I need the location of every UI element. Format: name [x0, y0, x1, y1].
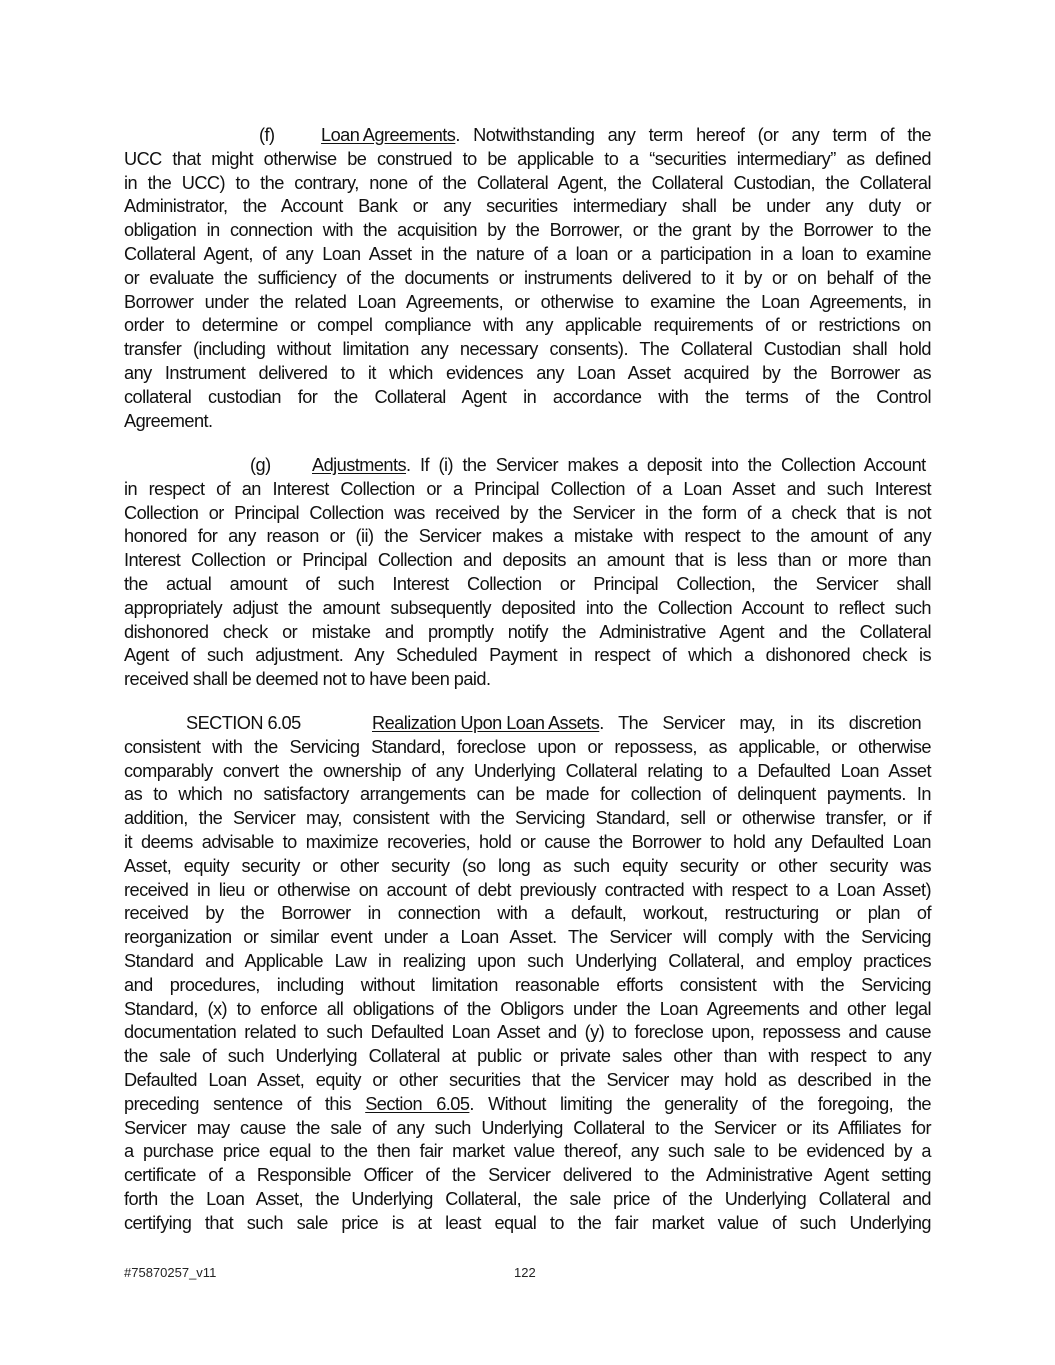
text-line-content: received shall be deemed not to have been paid. [124, 669, 491, 690]
text-line-content: reorganization or similar event under a Loan Asset. The Servicer will comply with the Servicing [124, 927, 931, 948]
text-line [124, 1140, 931, 1164]
text-line [124, 974, 931, 998]
text-line-content: and procedures, including without limitation reasonable efforts consistent with the Servicing [124, 974, 931, 995]
text-line-content: collateral custodian for the Collateral Agent in accordance with the terms of the Control [124, 386, 931, 407]
text-line-content: dishonored check or mistake and promptly notify the Administrative Agent and the Collateral [124, 621, 931, 642]
clause-label: (g) [250, 455, 271, 475]
text-line-content: in the UCC) to the contrary, none of the Collateral Agent, the Collateral Custodian, the Collateral [124, 172, 931, 193]
text-line [124, 243, 931, 267]
clause-heading: Loan Agreements [321, 125, 456, 145]
text-line-content: documentation related to such Defaulted Loan Asset and (y) to foreclose upon, repossess and cause [124, 1022, 931, 1043]
text-line [124, 314, 931, 338]
text-line-content: addition, the Servicer may, consistent with the Servicing Standard, sell or otherwise transfer, or if [124, 808, 931, 829]
text-line-content: Servicer may cause the sale of any such Underlying Collateral to the Servicer or its Affiliates for [124, 1117, 931, 1138]
clause-heading: Adjustments [312, 455, 407, 475]
text-line [124, 760, 931, 784]
text-line [124, 621, 931, 645]
text-line-content: honored for any reason or (ii) the Servicer makes a mistake with respect to the amount of any [124, 526, 931, 547]
text-line [124, 879, 931, 903]
text-line-content: received by the Borrower in connection with a default, workout, restructuring or plan of [124, 903, 931, 924]
text-line-content: forth the Loan Asset, the Underlying Collateral, the sale price of the Underlying Collateral and [124, 1188, 931, 1209]
text-line [124, 148, 931, 172]
document-id: #75870257_v11 [124, 1265, 217, 1280]
text-line-content: Standard and Applicable Law in realizing upon such Underlying Collateral, and employ practices [124, 950, 931, 971]
text-line [124, 783, 931, 807]
text-line [124, 525, 931, 549]
text-line [124, 831, 931, 855]
section-heading: Realization Upon Loan Assets [372, 713, 600, 733]
text-line [124, 668, 931, 692]
text-line [124, 855, 931, 879]
text-line-content: consistent with the Servicing Standard, foreclose upon or repossess, as applicable, or otherwise [124, 736, 931, 757]
paragraph-first-line [124, 454, 931, 478]
text-line-content: in respect of an Interest Collection or a Principal Collection of a Loan Asset and such Interest [124, 478, 931, 499]
text-line [124, 1117, 931, 1141]
section-first-line [124, 712, 931, 736]
text-line [124, 362, 931, 386]
text-line-content: Interest Collection or Principal Collection and deposits an amount that is less than or more than [124, 550, 931, 571]
text-line-content: certifying that such sale price is at least equal to the fair market value of such Underlying [124, 1212, 931, 1233]
text-line [124, 267, 931, 291]
text-line [124, 807, 931, 831]
text-line-content: it deems advisable to maximize recoveries, hold or cause the Borrower to hold any Defaulted Loan [124, 831, 931, 852]
text-line [124, 998, 931, 1022]
text-line-content: the sale of such Underlying Collateral at public or private sales other than with respect to any [124, 1046, 931, 1067]
text-line-content: order to determine or compel compliance with any applicable requirements of or restrictions on [124, 315, 931, 336]
text-segment: . Without limiting the generality of the foregoing, the [469, 1093, 931, 1114]
text-line [124, 291, 931, 315]
section-6-05 [124, 712, 931, 1236]
clause-label: (f) [259, 125, 275, 145]
text-segment: preceding sentence of this [124, 1093, 366, 1114]
text-line-content: Agent of such adjustment. Any Scheduled Payment in respect of which a dishonored check is [124, 645, 931, 666]
text-line-content: obligation in connection with the acquisition by the Borrower, or the grant by the Borrower to the [124, 220, 931, 241]
text-line-content: comparably convert the ownership of any Underlying Collateral relating to a Defaulted Loan Asset [124, 760, 931, 781]
text-line-content: received in lieu or otherwise on account of debt previously contracted with respect to a Loan Asset) [124, 879, 931, 900]
text-line [124, 1045, 931, 1069]
text-line [124, 926, 931, 950]
text-line [124, 1069, 931, 1093]
text-line-content: Collection or Principal Collection was received by the Servicer in the form of a check that is not [124, 502, 931, 523]
text-line [124, 950, 931, 974]
section-number: SECTION 6.05 [186, 713, 301, 733]
text-line: . Notwithstanding any term hereof (or any term of the [455, 125, 931, 145]
text-line [124, 902, 931, 926]
text-line-content: Asset, equity security or other security (so long as such equity security or other security was [124, 855, 931, 876]
paragraph-adjustments [124, 454, 931, 692]
text-line: . If (i) the Servicer makes a deposit into the Collection Account [406, 455, 926, 475]
section-cross-reference: Section 6.05 [365, 1093, 470, 1114]
text-line [124, 736, 931, 760]
text-line [124, 1021, 931, 1045]
text-line [124, 1164, 931, 1188]
text-line-content: transfer (including without limitation any necessary consents). The Collateral Custodian shall hold [124, 339, 931, 360]
text-line-content [124, 1093, 931, 1117]
text-line [124, 386, 931, 410]
text-line [124, 172, 931, 196]
text-line-content: a purchase price equal to the then fair market value thereof, any such sale to be evidenced by a [124, 1141, 931, 1162]
text-line [124, 573, 931, 597]
text-line-content: certificate of a Responsible Officer of the Servicer delivered to the Administrative Agent setting [124, 1165, 931, 1186]
text-line [124, 478, 931, 502]
text-line-with-xref [124, 1093, 931, 1117]
text-line-content: Borrower under the related Loan Agreements, or otherwise to examine the Loan Agreements, in [124, 291, 931, 312]
text-line-content: the actual amount of such Interest Collection or Principal Collection, the Servicer shall [124, 573, 931, 594]
text-line: . The Servicer may, in its discretion [599, 713, 922, 733]
text-line-content: appropriately adjust the amount subsequently deposited into the Collection Account to reflect such [124, 597, 931, 618]
text-line [124, 1188, 931, 1212]
text-line [124, 644, 931, 668]
text-line-content: Agreement. [124, 410, 213, 431]
text-line [124, 410, 931, 434]
text-line-content: or evaluate the sufficiency of the documents or instruments delivered to it by or on behalf of the [124, 267, 931, 288]
text-line [124, 1212, 931, 1236]
text-line [124, 597, 931, 621]
text-line-content: any Instrument delivered to it which evidences any Loan Asset acquired by the Borrower as [124, 362, 931, 383]
text-line-content: as to which no satisfactory arrangements can be made for collection of delinquent payments. In [124, 784, 931, 805]
text-line [124, 195, 931, 219]
text-line-content: UCC that might otherwise be construed to be applicable to a “securities intermediary” as defined [124, 148, 931, 169]
text-line [124, 502, 931, 526]
text-line-content: Collateral Agent, of any Loan Asset in the nature of a loan or a participation in a loan to examine [124, 243, 931, 264]
text-line-content: Standard, (x) to enforce all obligations of the Obligors under the Loan Agreements and other legal [124, 998, 931, 1019]
page-number: 122 [514, 1265, 536, 1280]
text-line-content: Defaulted Loan Asset, equity or other securities that the Servicer may hold as described in the [124, 1069, 931, 1090]
paragraph-first-line [124, 124, 931, 148]
text-line [124, 219, 931, 243]
text-line [124, 338, 931, 362]
paragraph-loan-agreements [124, 124, 931, 433]
text-line-content: Administrator, the Account Bank or any securities intermediary shall be under any duty or [124, 196, 931, 217]
text-line [124, 549, 931, 573]
